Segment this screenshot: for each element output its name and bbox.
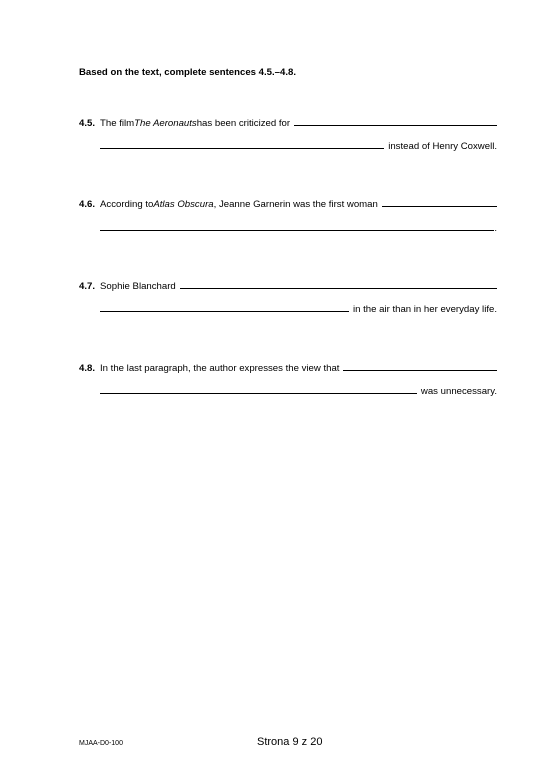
- item-text: , Jeanne Garnerin was the first woman: [213, 199, 378, 210]
- item-4-6-line-1: [79, 197, 497, 210]
- answer-blank[interactable]: [180, 279, 497, 289]
- item-text: .: [494, 223, 497, 234]
- item-4-5-line-2: [100, 139, 497, 152]
- item-4-7-line-2: [100, 302, 497, 315]
- item-text: instead of Henry Coxwell.: [388, 141, 497, 152]
- answer-blank[interactable]: [100, 139, 384, 149]
- item-number: 4.6.: [79, 199, 96, 210]
- task-instruction: Based on the text, complete sentences 4.5.–4.8.: [79, 67, 297, 78]
- item-4-6-line-2: [100, 221, 497, 234]
- answer-blank[interactable]: [343, 361, 497, 371]
- item-4-5-line-1: [79, 116, 497, 129]
- answer-blank[interactable]: [100, 384, 417, 394]
- answer-blank[interactable]: [294, 116, 497, 126]
- item-text: In the last paragraph, the author expresses the view that: [100, 363, 340, 374]
- page-number: Strona 9 z 20: [257, 736, 323, 748]
- answer-blank[interactable]: [382, 197, 497, 207]
- item-text: in the air than in her everyday life.: [353, 304, 497, 315]
- item-4-7-line-1: [79, 279, 497, 292]
- item-number: 4.8.: [79, 363, 96, 374]
- item-text: The film: [100, 118, 135, 129]
- answer-blank[interactable]: [100, 302, 349, 312]
- item-title-italic: The Aeronauts: [134, 118, 197, 129]
- exam-code: MJAA-D0-100: [79, 740, 123, 747]
- item-text: According to: [100, 199, 154, 210]
- answer-blank[interactable]: [100, 221, 494, 231]
- item-text: has been criticized for: [196, 118, 291, 129]
- item-number: 4.7.: [79, 281, 96, 292]
- item-text: was unnecessary.: [420, 386, 497, 397]
- item-4-8-line-2: [100, 384, 497, 397]
- item-4-8-line-1: [79, 361, 497, 374]
- item-number: 4.5.: [79, 118, 96, 129]
- item-text: Sophie Blanchard: [100, 281, 176, 292]
- item-title-italic: Atlas Obscura: [153, 199, 214, 210]
